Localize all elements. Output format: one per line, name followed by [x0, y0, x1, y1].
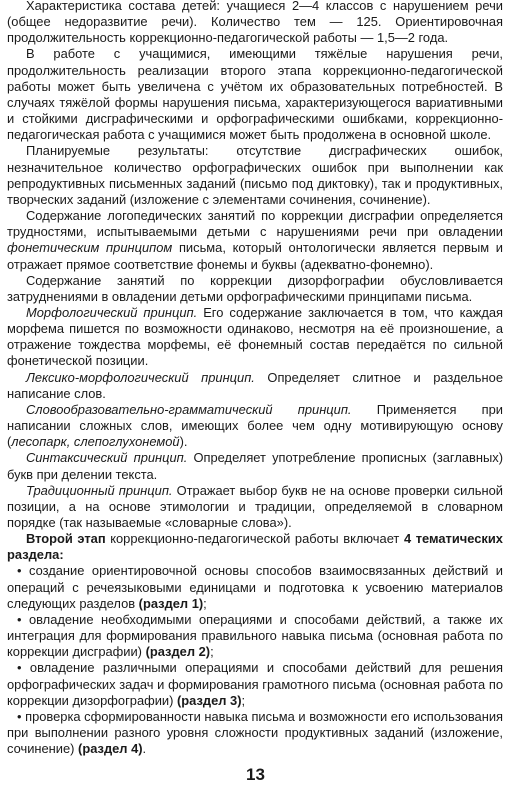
italic-text: Словообразовательно-грамматический принцип.: [26, 401, 352, 417]
text-run: ;: [203, 595, 207, 611]
list-item: [7, 660, 503, 708]
paragraph: [7, 305, 503, 370]
text-run: Содержание логопедических занятий по коррекции дисграфии определяется трудностями, испытываемыми детьми с нарушениями речи при овладении: [7, 208, 503, 240]
paragraph: [7, 0, 503, 46]
italic-text: лесопарк, слепоглухонемой: [11, 434, 180, 450]
text-run: • проверка сформированности навыка письма и возможности его использования при выполнении разного уровня сложности продуктивных заданий (изложение, сочинение): [7, 708, 503, 757]
list-item: [7, 563, 503, 611]
list-item: [7, 612, 503, 660]
paragraph: [7, 273, 503, 305]
text-run: Содержание занятий по коррекции дизорфографии обусловливается затруднениями в овладении детьми орфографическими принципами письма.: [7, 272, 503, 304]
text-run: В работе с учащимися, имеющими тяжёлые нарушения речи, продолжительность реализации второго этапа коррекционно-педагогической работы может быть увеличена с учётом их образовательных потребностей. В случаях тяжёлой формы нарушения письма, характеризующегося вариативными и стойкими дисграфическими и орфографическими ошибками, коррекционно-педагогическая работа с учащимися может быть продолжена в основной школе.: [7, 46, 503, 143]
bold-text: 4 тематических раздела:: [7, 531, 503, 563]
bold-text: Второй этап: [26, 531, 106, 547]
text-run: Характеристика состава детей: учащиеся 2—4 классов с нарушением речи (общее недоразвитие речи). Количество тем — 125. Ориентировочная продолжительность коррекционно-педагогической работы — 1,5—2 года.: [7, 0, 503, 46]
paragraph: [7, 370, 503, 402]
paragraph: [7, 531, 503, 563]
text-run: Применяется при написании сложных слов, имеющих более чем одну мотивирующую основу (: [7, 401, 503, 450]
paragraph: [7, 402, 503, 450]
bold-text: (раздел 1): [138, 595, 204, 611]
bold-text: (раздел 3): [177, 692, 242, 708]
paragraph: [7, 143, 503, 208]
italic-text: Морфологический принцип.: [26, 304, 198, 320]
body-text: [7, 0, 503, 757]
text-run: Планируемые результаты: отсутствие дисграфических ошибок, незначительное количество орфографических ошибок при выполнении как репродуктивных письменных заданий (письмо под диктовку), так и продуктивных, творческих заданий (изложение с элементами сочинения, сочинение).: [7, 143, 503, 207]
text-run: ;: [210, 644, 214, 660]
text-run: коррекционно-педагогической работы включает: [105, 531, 404, 547]
paragraph: [7, 450, 503, 482]
list-item: [7, 709, 503, 757]
italic-text: Лексико-морфологический принцип.: [26, 369, 255, 385]
text-run: Определяет слитное и раздельное написание слов.: [7, 369, 503, 401]
paragraph: [7, 483, 503, 531]
italic-text: Традиционный принцип.: [26, 482, 173, 498]
bold-text: (раздел 2): [145, 644, 211, 660]
bold-text: (раздел 4): [78, 741, 143, 757]
text-run: письма, который онтологически является первым и отражает прямое соответствие фонемы и буквы (адекватно-фонемно).: [7, 240, 503, 272]
text-run: • овладение различными операциями и способами действий для решения орфографических задач и формирования грамотного письма (основная работа по коррекции дизорфографии): [7, 660, 503, 708]
text-run: Определяет употребление прописных (заглавных) букв при делении текста.: [7, 450, 503, 482]
text-run: Отражает выбор букв не на основе проверки сильной позиции, а на основе этимологии и традиции, определяемой в словарном порядке (так называемые «словарные слова»).: [7, 482, 503, 530]
text-run: • создание ориентировочной основы способов взаимосвязанных действий и операций с речеязыковыми единицами и подготовка к усвоению материалов следующих разделов: [7, 563, 503, 611]
page-number: 13: [246, 765, 265, 784]
text-run: Его содержание заключается в том, что каждая морфема пишется по возможности одинаково, несмотря на её произношение, а отражение тождества морфемы, её фонемный состав передаётся по сильной фонетической позиции.: [7, 304, 503, 369]
paragraph: [7, 46, 503, 143]
text-run: .: [142, 741, 147, 757]
italic-text: Синтаксический принцип.: [26, 450, 188, 466]
paragraph: [7, 208, 503, 273]
text-run: ;: [241, 692, 246, 708]
italic-text: фонетическим принципом: [7, 240, 173, 256]
text-run: • овладение необходимыми операциями и способами действий, а также их интеграция для формирования правильного навыка письма (основная работа по коррекции дисграфии): [7, 611, 503, 660]
text-run: ).: [179, 434, 188, 450]
